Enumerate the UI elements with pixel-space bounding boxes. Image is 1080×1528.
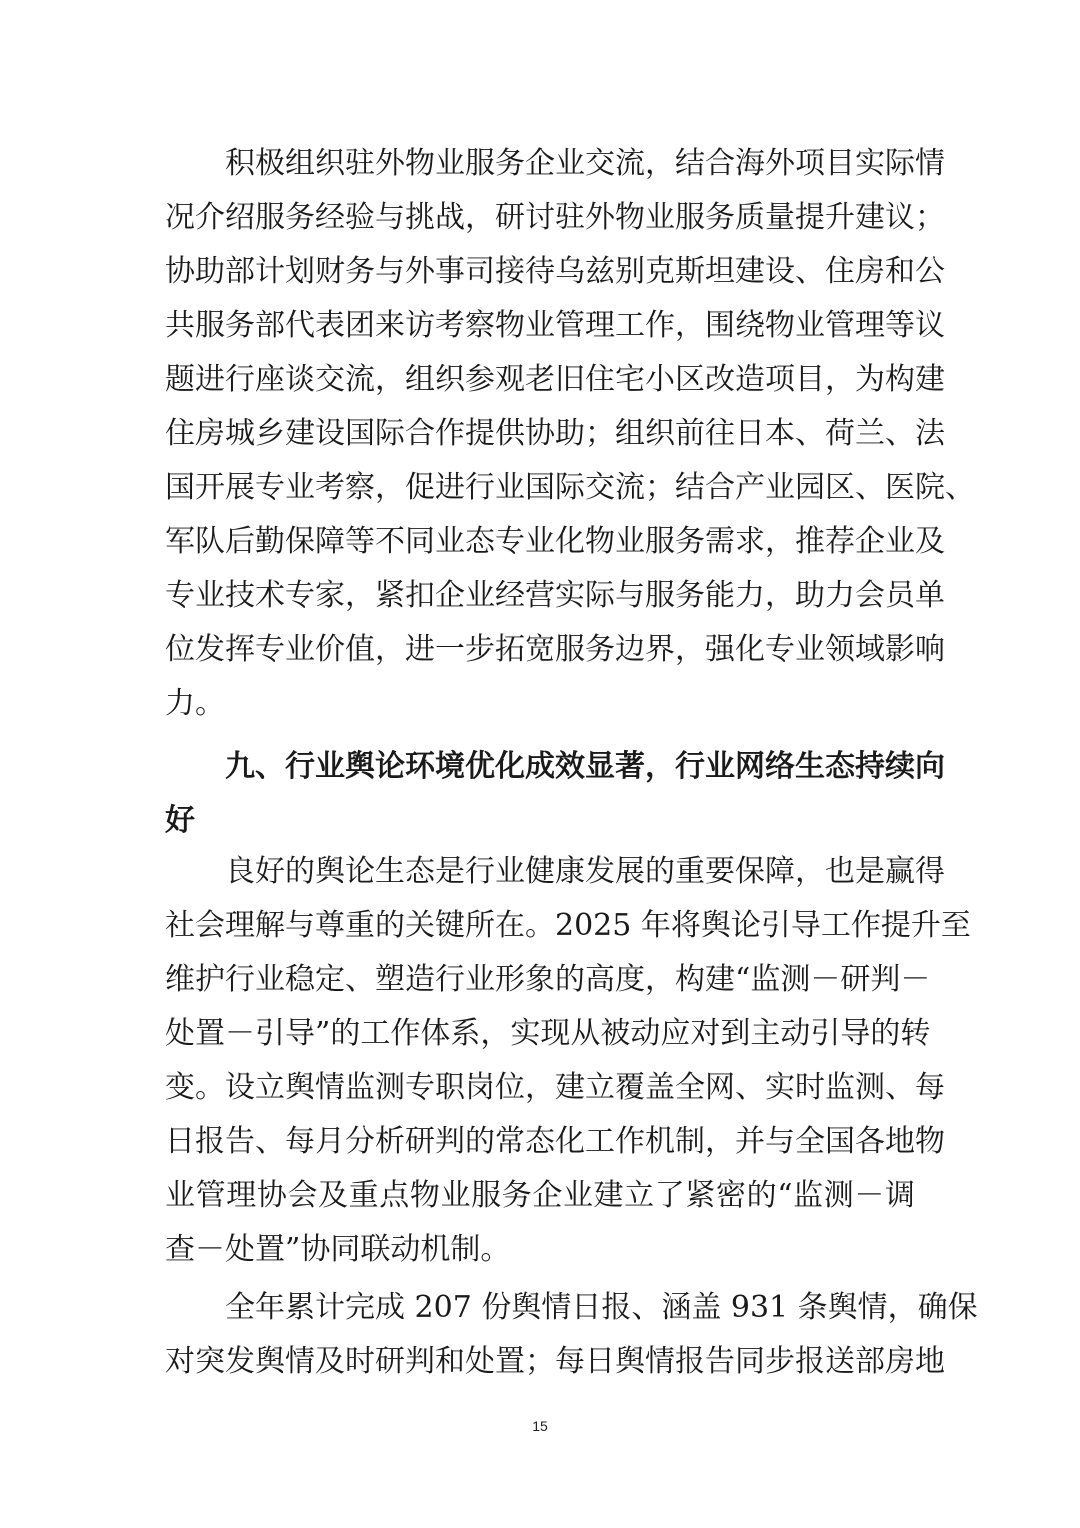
page-number: 15 — [532, 1418, 548, 1434]
paragraph-line: 住房城乡建设国际合作提供协助；组织前往日本、荷兰、法 — [165, 416, 945, 451]
paragraph-line: 维护行业稳定、塑造行业形象的高度，构建“监测－研判－ — [165, 962, 931, 997]
paragraph-line: 共服务部代表团来访考察物业管理工作，围绕物业管理等议 — [165, 308, 945, 343]
paragraph-line: 国开展专业考察，促进行业国际交流；结合产业园区、医院、 — [165, 470, 975, 505]
paragraph-annual-reports — [165, 1281, 978, 1389]
paragraph-line: 积极组织驻外物业服务企业交流，结合海外项目实际情 — [225, 146, 945, 181]
paragraph-line: 查－处置”协同联动机制。 — [165, 1232, 511, 1267]
paragraph-line: 位发挥专业价值，进一步拓宽服务边界，强化专业领域影响 — [165, 632, 945, 667]
heading-line: 好 — [165, 803, 195, 838]
paragraph-line: 况介绍服务经验与挑战，研讨驻外物业服务质量提升建议； — [165, 200, 945, 235]
paragraph-line: 变。设立舆情监测专职岗位，建立覆盖全网、实时监测、每 — [165, 1070, 945, 1105]
paragraph-line: 协助部计划财务与外事司接待乌兹别克斯坦建设、住房和公 — [165, 254, 945, 289]
paragraph-line: 力。 — [165, 686, 225, 721]
paragraph-public-opinion — [165, 845, 971, 1277]
paragraph-line: 全年累计完成 207 份舆情日报、涵盖 931 条舆情，确保 — [225, 1290, 978, 1325]
paragraph-line: 对突发舆情及时研判和处置；每日舆情报告同步报送部房地 — [165, 1344, 945, 1379]
paragraph-international-exchange — [165, 137, 975, 731]
paragraph-line: 专业技术专家，紧扣企业经营实际与服务能力，助力会员单 — [165, 578, 945, 613]
paragraph-line: 良好的舆论生态是行业健康发展的重要保障，也是赢得 — [225, 854, 945, 889]
paragraph-line: 处置－引导”的工作体系，实现从被动应对到主动引导的转 — [165, 1016, 931, 1051]
heading-line: 九、行业舆论环境优化成效显著，行业网络生态持续向 — [225, 749, 945, 784]
paragraph-line: 业管理协会及重点物业服务企业建立了紧密的“监测－调 — [165, 1178, 915, 1213]
paragraph-line: 日报告、每月分析研判的常态化工作机制，并与全国各地物 — [165, 1124, 945, 1159]
paragraph-line: 军队后勤保障等不同业态专业化物业服务需求，推荐企业及 — [165, 524, 945, 559]
paragraph-line: 社会理解与尊重的关键所在。2025 年将舆论引导工作提升至 — [165, 908, 971, 943]
section-heading-9 — [165, 740, 945, 848]
paragraph-line: 题进行座谈交流，组织参观老旧住宅小区改造项目，为构建 — [165, 362, 945, 397]
